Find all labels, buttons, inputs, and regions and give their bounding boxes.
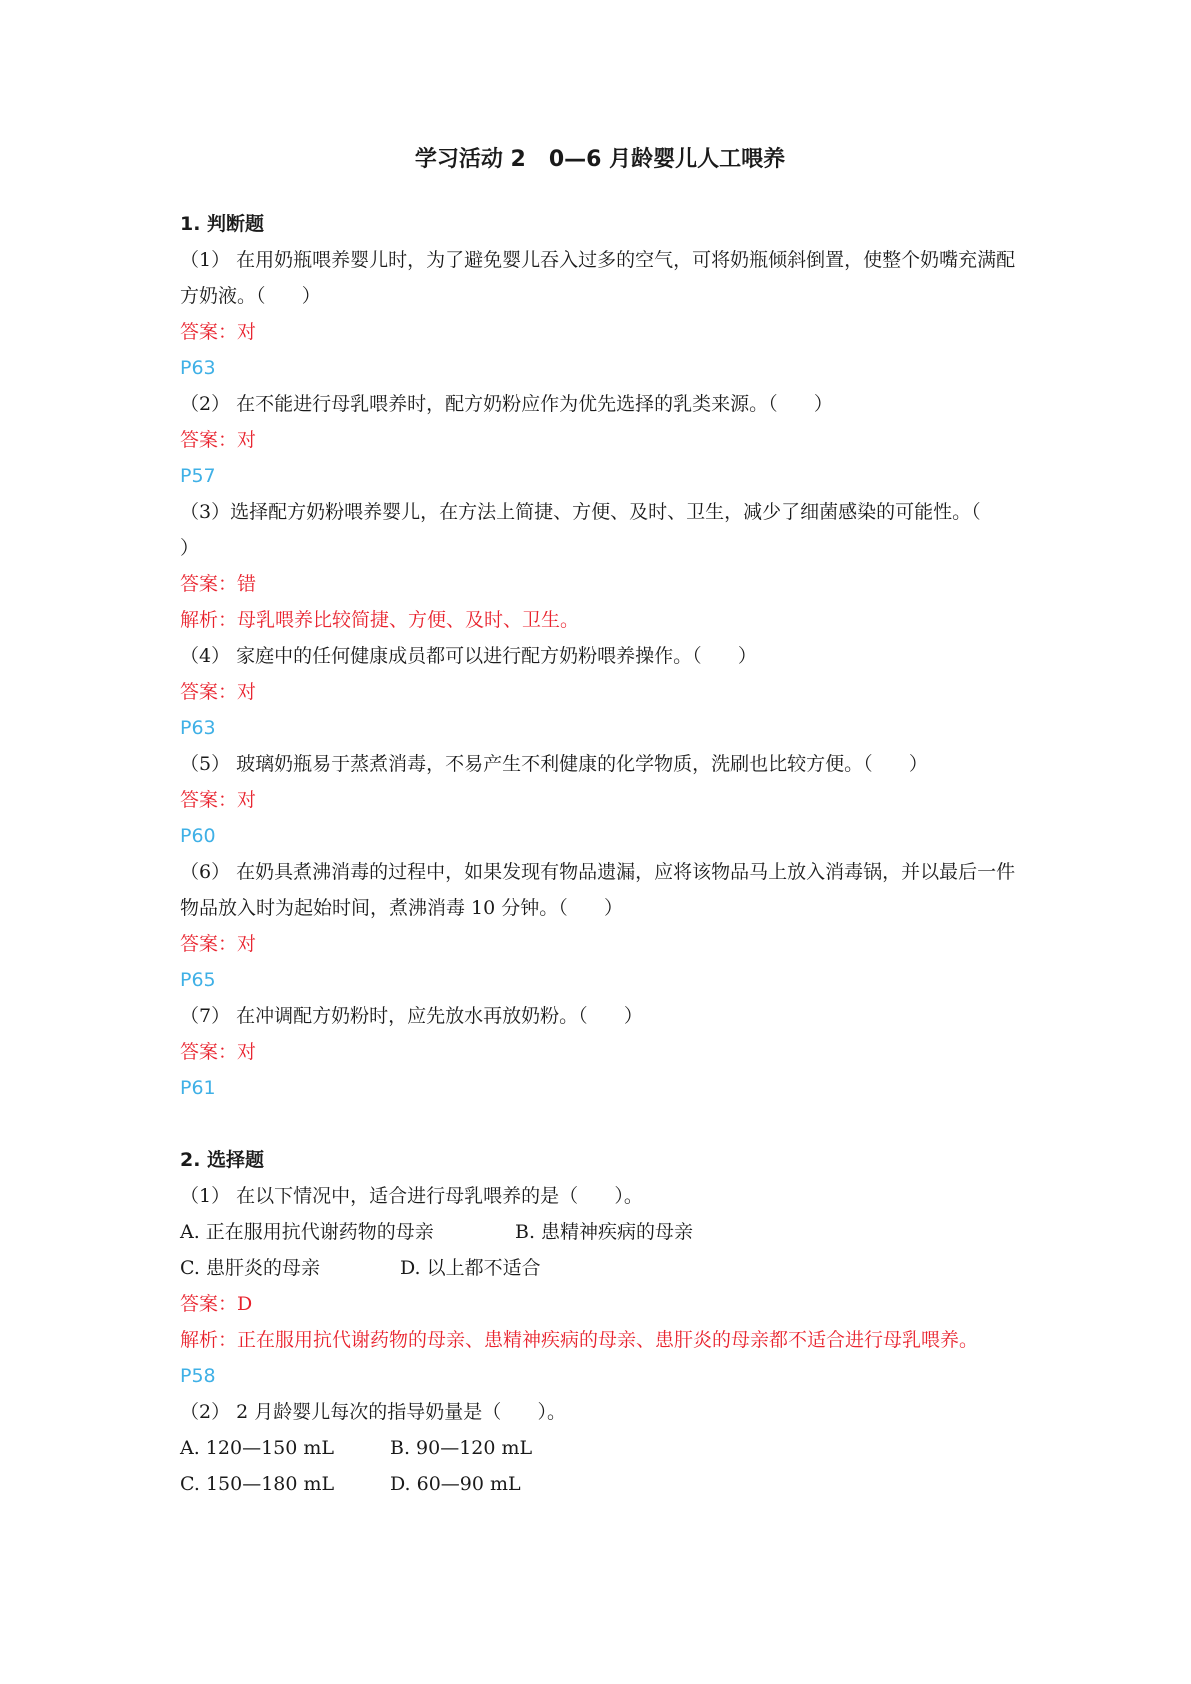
page-reference: P58: [180, 1365, 216, 1387]
true-false-questions: [180, 242, 1020, 1106]
option-d: D. 以上都不适合: [400, 1257, 541, 1279]
section-heading-multiple-choice: 2. 选择题: [180, 1149, 265, 1171]
question-block: [180, 1394, 1020, 1502]
answer-text: 答案：对: [180, 681, 257, 703]
multiple-choice-questions: [180, 1178, 1020, 1502]
question-block: [180, 998, 1020, 1106]
question-text: （1） 在用奶瓶喂养婴儿时，为了避免婴儿吞入过多的空气，可将奶瓶倾斜倒置，使整个奶嘴充满配方奶液。（ ）: [180, 249, 1016, 307]
question-block: [180, 1178, 1020, 1394]
option-b: B. 90—120 mL: [390, 1437, 533, 1459]
answer-text: 答案：对: [180, 429, 257, 451]
question-text: （5） 玻璃奶瓶易于蒸煮消毒，不易产生不利健康的化学物质，洗刷也比较方便。（ ）: [180, 753, 928, 775]
option-d: D. 60—90 mL: [390, 1473, 521, 1495]
page-reference: P61: [180, 1077, 216, 1099]
question-text: （3）选择配方奶粉喂养婴儿，在方法上简捷、方便、及时、卫生，减少了细菌感染的可能性。（ ）: [180, 501, 1017, 559]
answer-text: 答案：对: [180, 789, 257, 811]
answer-text: 答案：对: [180, 1041, 257, 1063]
options-row: [180, 1214, 1020, 1250]
options-row: [180, 1430, 1020, 1466]
analysis-text: 解析：正在服用抗代谢药物的母亲、患精神疾病的母亲、患肝炎的母亲都不适合进行母乳喂养。: [180, 1329, 979, 1351]
document-title: 学习活动 2 0—6 月龄婴儿人工喂养: [414, 147, 786, 172]
question-text: （2） 2 月龄婴儿每次的指导奶量是（ ）。: [180, 1401, 566, 1423]
option-a: A. 120—150 mL: [180, 1437, 335, 1459]
answer-text: 答案：D: [180, 1293, 253, 1315]
question-text: （7） 在冲调配方奶粉时，应先放水再放奶粉。（ ）: [180, 1005, 643, 1027]
question-block: [180, 242, 1020, 386]
question-block: [180, 746, 1020, 854]
question-block: [180, 386, 1020, 494]
question-text: （4） 家庭中的任何健康成员都可以进行配方奶粉喂养操作。（ ）: [180, 645, 757, 667]
page-reference: P57: [180, 465, 216, 487]
question-text: （1） 在以下情况中，适合进行母乳喂养的是（ ）。: [180, 1185, 643, 1207]
question-block: [180, 638, 1020, 746]
option-c: C. 患肝炎的母亲: [180, 1257, 320, 1279]
options-row: [180, 1466, 1020, 1502]
page-reference: P65: [180, 969, 216, 991]
answer-text: 答案：对: [180, 321, 257, 343]
analysis-text: 解析：母乳喂养比较简捷、方便、及时、卫生。: [180, 609, 580, 631]
question-block: [180, 854, 1020, 998]
answer-text: 答案：对: [180, 933, 257, 955]
option-c: C. 150—180 mL: [180, 1473, 335, 1495]
options-row: [180, 1250, 1020, 1286]
answer-text: 答案：错: [180, 573, 257, 595]
option-b: B. 患精神疾病的母亲: [515, 1221, 694, 1243]
page-reference: P63: [180, 357, 216, 379]
page-reference: P63: [180, 717, 216, 739]
question-text: （6） 在奶具煮沸消毒的过程中，如果发现有物品遗漏，应将该物品马上放入消毒锅，并以最后一件物品放入时为起始时间，煮沸消毒 10 分钟。（ ）: [180, 861, 1016, 919]
section-heading-true-false: 1. 判断题: [180, 213, 265, 235]
page-reference: P60: [180, 825, 216, 847]
question-block: [180, 494, 1020, 638]
option-a: A. 正在服用抗代谢药物的母亲: [180, 1221, 434, 1243]
question-text: （2） 在不能进行母乳喂养时，配方奶粉应作为优先选择的乳类来源。（ ）: [180, 393, 833, 415]
